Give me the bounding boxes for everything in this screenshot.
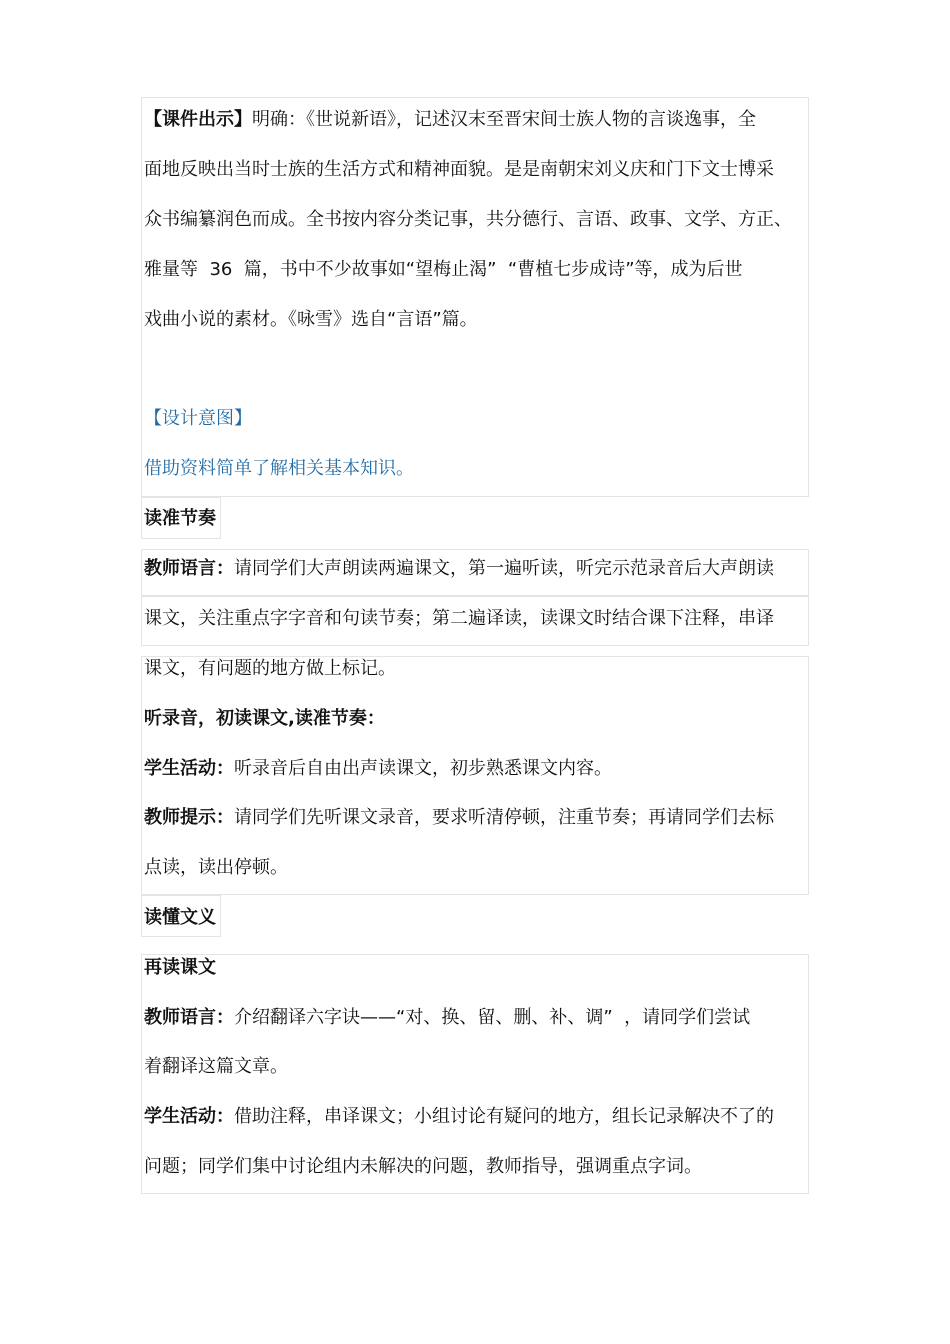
reread-heading: 再读课文 xyxy=(144,957,216,978)
teacher-language-2-line-2: 着翻译这篇文章。 xyxy=(144,1056,288,1077)
teacher-hint-line-2: 点读，读出停顿。 xyxy=(144,857,288,878)
courseware-text-1: 明确：《世说新语》，记述汉末至晋宋间士族人物的言谈逸事，全 xyxy=(252,109,756,130)
teacher-language-line-3: 课文，有问题的地方做上标记。 xyxy=(144,658,396,679)
courseware-line-3: 众书编纂润色而成。全书按内容分类记事，共分德行、言语、政事、文学、方正、 xyxy=(144,209,792,230)
teacher-language-2-label: 教师语言： xyxy=(144,1007,234,1028)
section-heading-meaning: 读懂文义 xyxy=(144,907,216,928)
teacher-hint-text-1: 请同学们先听课文录音，要求听清停顿，注重节奏；再请同学们去标 xyxy=(234,807,774,828)
listen-recording-heading: 听录音，初读课文,读准节奏： xyxy=(144,708,385,729)
student-activity-2-line-1 xyxy=(144,1104,774,1130)
student-activity-line-1 xyxy=(144,756,612,782)
courseware-line-1 xyxy=(144,107,756,133)
student-activity-label: 学生活动： xyxy=(144,758,234,779)
teacher-hint-label: 教师提示： xyxy=(144,807,234,828)
student-activity-text-1: 听录音后自由出声读课文，初步熟悉课文内容。 xyxy=(234,758,612,779)
courseware-line-5: 戏曲小说的素材。《咏雪》选自“言语”篇。 xyxy=(144,309,478,330)
design-intent-text: 借助资料简单了解相关基本知识。 xyxy=(144,458,414,479)
teacher-language-label: 教师语言： xyxy=(144,558,234,579)
teacher-language-2-line-1 xyxy=(144,1005,750,1031)
student-activity-2-line-2: 问题；同学们集中讨论组内未解决的问题，教师指导，强调重点字词。 xyxy=(144,1156,702,1177)
student-activity-2-label: 学生活动： xyxy=(144,1106,234,1127)
teacher-language-line-1 xyxy=(144,556,774,582)
courseware-label: 【课件出示】 xyxy=(144,109,252,130)
courseware-line-4: 雅量等 36 篇，书中不少故事如“望梅止渴” “曹植七步成诗”等，成为后世 xyxy=(144,259,743,280)
courseware-line-2: 面地反映出当时士族的生活方式和精神面貌。是是南朝宋刘义庆和门下文士博采 xyxy=(144,159,774,180)
student-activity-2-text-1: 借助注释，串译课文；小组讨论有疑问的地方，组长记录解决不了的 xyxy=(234,1106,774,1127)
teacher-language-text-1: 请同学们大声朗读两遍课文，第一遍听读，听完示范录音后大声朗读 xyxy=(234,558,774,579)
teacher-language-2-text-1: 介绍翻译六字诀——“对、换、留、删、补、调” ，请同学们尝试 xyxy=(234,1007,751,1028)
section-heading-rhythm: 读准节奏 xyxy=(144,508,216,529)
design-intent-heading: 【设计意图】 xyxy=(144,408,252,429)
teacher-language-line-2: 课文，关注重点字字音和句读节奏；第二遍译读，读课文时结合课下注释，串译 xyxy=(144,608,774,629)
teacher-hint-line-1 xyxy=(144,805,774,831)
